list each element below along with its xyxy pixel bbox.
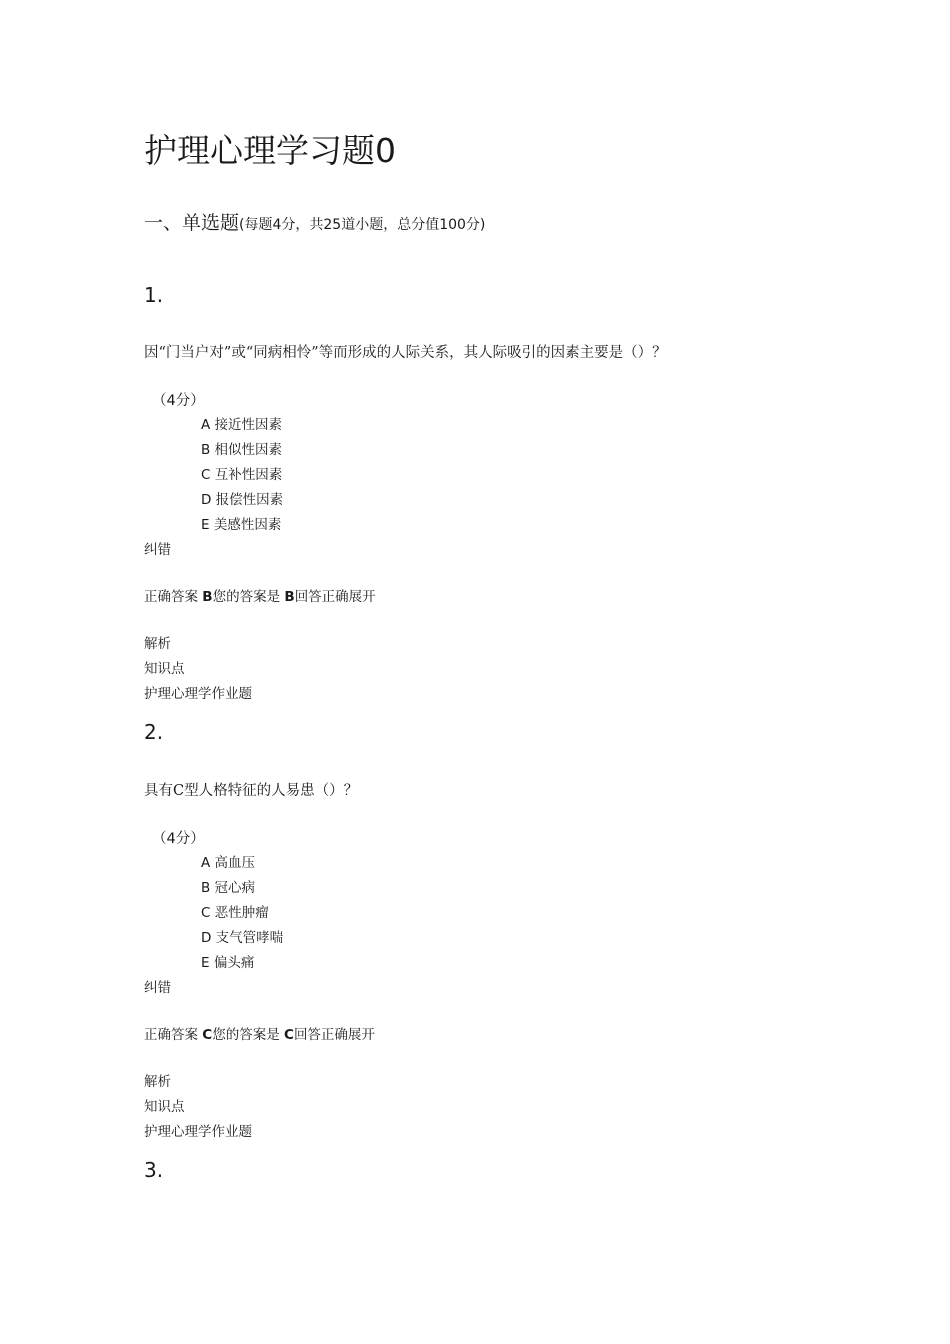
your-answer-value: B: [284, 589, 295, 605]
question-stem: 具有C型人格特征的人易患（）？: [144, 783, 359, 799]
your-answer-label: 您的答案是: [212, 1027, 280, 1043]
question-number: 3.: [144, 1158, 164, 1182]
knowledge-label: 知识点: [144, 661, 185, 677]
option-a[interactable]: A 高血压: [201, 855, 256, 871]
your-answer-value: C: [284, 1027, 294, 1043]
option-e[interactable]: E 偏头痛: [201, 955, 255, 971]
section-heading: [144, 208, 485, 240]
topic-label: 护理心理学作业题: [144, 686, 252, 702]
option-a[interactable]: A 接近性因素: [201, 417, 283, 433]
page-title: 护理心理学习题0: [144, 131, 396, 170]
option-c[interactable]: C 恶性肿瘤: [201, 905, 269, 921]
question-number: 1.: [144, 283, 164, 307]
question-stem: 因“门当户对”或“同病相怜”等而形成的人际关系，其人际吸引的因素主要是（）？: [144, 345, 667, 361]
expand-link[interactable]: 回答正确展开: [293, 1027, 375, 1043]
correct-answer-label: 正确答案: [144, 1027, 198, 1043]
analysis-label: 解析: [144, 1074, 171, 1090]
option-d[interactable]: D 支气管哮喘: [201, 930, 284, 946]
answer-result: [144, 587, 376, 607]
section-title: 一、单选题: [144, 212, 240, 234]
question-score: （4分）: [152, 831, 205, 847]
knowledge-label: 知识点: [144, 1099, 185, 1115]
option-e[interactable]: E 美感性因素: [201, 517, 282, 533]
topic-label: 护理心理学作业题: [144, 1124, 252, 1140]
option-c[interactable]: C 互补性因素: [201, 467, 283, 483]
answer-result: [144, 1025, 375, 1045]
your-answer-label: 您的答案是: [212, 589, 281, 605]
section-note: (每题4分，共25道小题，总分值100分): [239, 217, 486, 233]
expand-link[interactable]: 回答正确展开: [294, 589, 376, 605]
correct-answer-value: C: [202, 1027, 213, 1043]
correct-answer-label: 正确答案: [144, 589, 198, 605]
correct-answer-value: B: [202, 589, 213, 605]
report-error-link[interactable]: 纠错: [144, 980, 171, 996]
analysis-label: 解析: [144, 636, 171, 652]
option-b[interactable]: B 冠心病: [201, 880, 256, 896]
option-b[interactable]: B 相似性因素: [201, 442, 283, 458]
question-number: 2.: [144, 720, 164, 744]
question-score: （4分）: [152, 393, 205, 409]
report-error-link[interactable]: 纠错: [144, 542, 171, 558]
option-d[interactable]: D 报偿性因素: [201, 492, 284, 508]
